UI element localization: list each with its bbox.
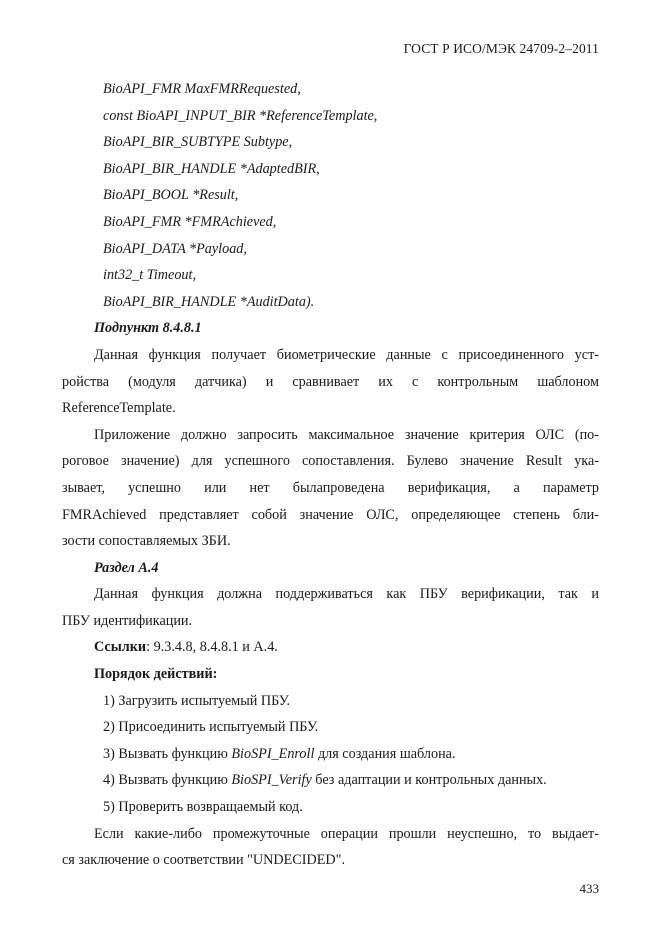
section-heading: Раздел А.4 (94, 559, 159, 576)
code-line: BioAPI_FMR MaxFMRRequested, (103, 81, 301, 97)
references-text: : 9.3.4.8, 8.4.8.1 и А.4. (146, 639, 278, 656)
paragraph-line: Если какие-либо промежуточные операции прошли неуспешно, то выдает- (94, 825, 599, 842)
function-name: BioSPI_Verify (231, 772, 312, 789)
paragraph-line: ReferenceTemplate. (62, 400, 176, 417)
paragraph-line: зывает, успешно или нет былапроведена верификация, а параметр (62, 479, 599, 496)
paragraph-line: Данная функция должна поддерживаться как ПБУ верификации, так и (94, 586, 599, 603)
step-1: 1) Загрузить испытуемый ПБУ. (103, 692, 291, 709)
code-line: BioAPI_DATA *Payload, (103, 240, 247, 257)
document-body (62, 76, 599, 874)
step-4 (62, 767, 599, 794)
step-text: без адаптации и контрольных данных. (311, 772, 547, 789)
step-text: для создания шаблона. (314, 745, 456, 762)
step-5: 5) Проверить возвращаемый код. (103, 799, 303, 816)
function-name: BioSPI_Enroll (231, 745, 315, 762)
references-label: Ссылки (94, 639, 147, 656)
code-line: BioAPI_BIR_SUBTYPE Subtype, (103, 134, 293, 151)
paragraph-line: зости сопоставляемых ЗБИ. (62, 533, 231, 550)
step-2: 2) Присоединить испытуемый ПБУ. (103, 719, 319, 736)
code-line: BioAPI_BOOL *Result, (103, 187, 239, 204)
running-header: ГОСТ Р ИСО/МЭК 24709-2–2011 (403, 41, 599, 56)
paragraph-line: Данная функция получает биометрические данные с присоединенного уст- (94, 346, 599, 363)
code-block (62, 76, 599, 315)
procedure-steps (62, 688, 599, 821)
paragraph-line: Приложение должно запросить максимальное значение критерия ОЛС (по- (94, 426, 599, 443)
paragraph-line: роговое значение) для успешного сопоставления. Булево значение Result ука- (62, 453, 599, 470)
paragraph-conclusion (62, 821, 599, 874)
paragraph-description (62, 342, 599, 422)
code-line: BioAPI_FMR *FMRAchieved, (103, 213, 277, 230)
paragraph-line: ройства (модуля датчика) и сравнивает их с контрольным шаблоном (62, 373, 599, 390)
code-line: const BioAPI_INPUT_BIR *ReferenceTemplate, (103, 107, 378, 124)
references-line (62, 634, 599, 661)
code-line: int32_t Timeout, (103, 267, 197, 284)
page-number: 433 (579, 881, 599, 896)
paragraph-support (62, 581, 599, 634)
code-line: BioAPI_BIR_HANDLE *AdaptedBIR, (103, 160, 320, 177)
paragraph-line: ся заключение о соответствии "UNDECIDED". (62, 852, 345, 869)
paragraph-application (62, 422, 599, 555)
step-text: 4) Вызвать функцию (103, 772, 232, 789)
paragraph-line: ПБУ идентификации. (62, 612, 193, 629)
step-3 (62, 741, 599, 768)
code-line: BioAPI_BIR_HANDLE *AuditData). (103, 293, 315, 310)
paragraph-line: FMRAchieved представляет собой значение ОЛС, определяющее степень бли- (62, 506, 599, 523)
step-text: 3) Вызвать функцию (103, 745, 232, 762)
procedure-heading: Порядок действий: (94, 666, 218, 683)
subclause-heading: Подпункт 8.4.8.1 (94, 320, 202, 337)
